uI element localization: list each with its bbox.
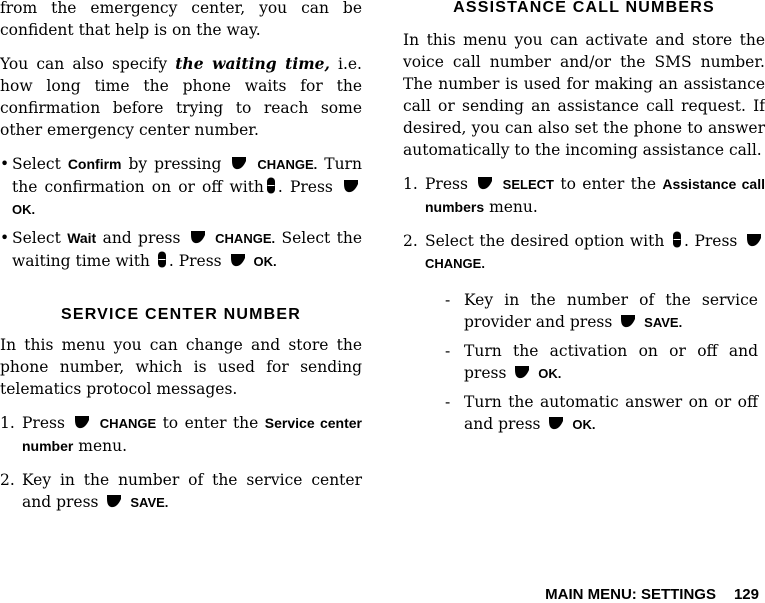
assistance-call-heading: ASSISTANCE CALL NUMBERS bbox=[453, 0, 715, 16]
assistance-paragraph: In this menu you can activate and store the voice call number and/or the SMS number. The number is used for making an assistance call or sending an assistance call request. If desired, you can also set the phone to answer automatically to the incoming assistance call. bbox=[403, 31, 765, 159]
softkey-icon bbox=[189, 229, 207, 245]
softkey-icon bbox=[230, 155, 248, 171]
waiting-time-term: the waiting time, bbox=[175, 54, 330, 73]
softkey-icon bbox=[745, 232, 763, 248]
key-wait: Wait bbox=[67, 230, 97, 246]
assistance-step-1: 1. Press SELECT to enter the Assistance call numbers menu. bbox=[403, 175, 765, 216]
right-column bbox=[403, 0, 765, 436]
page-footer bbox=[545, 586, 759, 603]
page-number: 129 bbox=[733, 586, 759, 603]
confirm-bullet: • Select Confirm by pressing CHANGE. Turn the confirmation on or off with . Press OK. bbox=[0, 153, 362, 221]
scroll-key-icon bbox=[266, 177, 276, 194]
key-assistance-call-numbers: Assistance call numbers bbox=[425, 176, 765, 215]
softkey-icon bbox=[342, 178, 360, 194]
key-service-center-number: Service center number bbox=[22, 415, 363, 454]
sub-item: - Turn the activation on or off and press OK. bbox=[445, 342, 758, 382]
key-change: CHANGE bbox=[99, 416, 157, 431]
key-ok: OK. bbox=[572, 417, 596, 432]
key-save: SAVE. bbox=[130, 495, 169, 510]
key-change: CHANGE. bbox=[425, 256, 485, 271]
service-center-paragraph: In this menu you can change and store the phone number, which is used for sending telematics protocol messages. bbox=[0, 336, 362, 398]
scroll-key-icon bbox=[672, 231, 682, 248]
sub-item-list bbox=[445, 289, 758, 436]
scroll-key-icon bbox=[157, 251, 167, 268]
key-save: SAVE. bbox=[644, 315, 683, 330]
service-center-heading: SERVICE CENTER NUMBER bbox=[60, 306, 302, 323]
softkey-icon bbox=[476, 175, 494, 191]
sub-item: - Key in the number of the service provider and press SAVE. bbox=[445, 291, 758, 331]
intro-paragraph: from the emergency center, you can be confident that help is on the way. bbox=[0, 0, 362, 39]
softkey-icon bbox=[73, 414, 91, 430]
assistance-step-2: 2. Select the desired option with . Press CHANGE. bbox=[403, 230, 765, 275]
footer-section-title: MAIN MENU: SETTINGS bbox=[545, 586, 716, 603]
softkey-icon bbox=[619, 313, 637, 329]
service-step-1: 1. Press CHANGE to enter the Service center number menu. bbox=[0, 414, 363, 455]
waiting-time-paragraph: You can also specify the waiting time, i.e. how long time the phone waits for the confirmation before trying to reach some other emergency center number. bbox=[0, 54, 362, 139]
key-change: CHANGE. bbox=[257, 157, 318, 172]
left-column bbox=[0, 0, 362, 514]
key-select: SELECT bbox=[502, 177, 554, 192]
key-confirm: Confirm bbox=[67, 156, 122, 172]
softkey-icon bbox=[547, 415, 565, 431]
key-ok: OK. bbox=[538, 366, 562, 381]
softkey-icon bbox=[105, 493, 123, 509]
wait-bullet: • Select Wait and press CHANGE. Select the waiting time with . Press OK. bbox=[0, 227, 362, 273]
key-ok: OK. bbox=[253, 254, 277, 269]
softkey-icon bbox=[513, 364, 531, 380]
key-ok: OK. bbox=[12, 202, 36, 217]
sub-item: - Turn the automatic answer on or off and press OK. bbox=[445, 393, 758, 433]
softkey-icon bbox=[229, 252, 247, 268]
service-step-2: 2. Key in the number of the service center and press SAVE. bbox=[0, 471, 362, 511]
key-change: CHANGE. bbox=[215, 231, 276, 246]
